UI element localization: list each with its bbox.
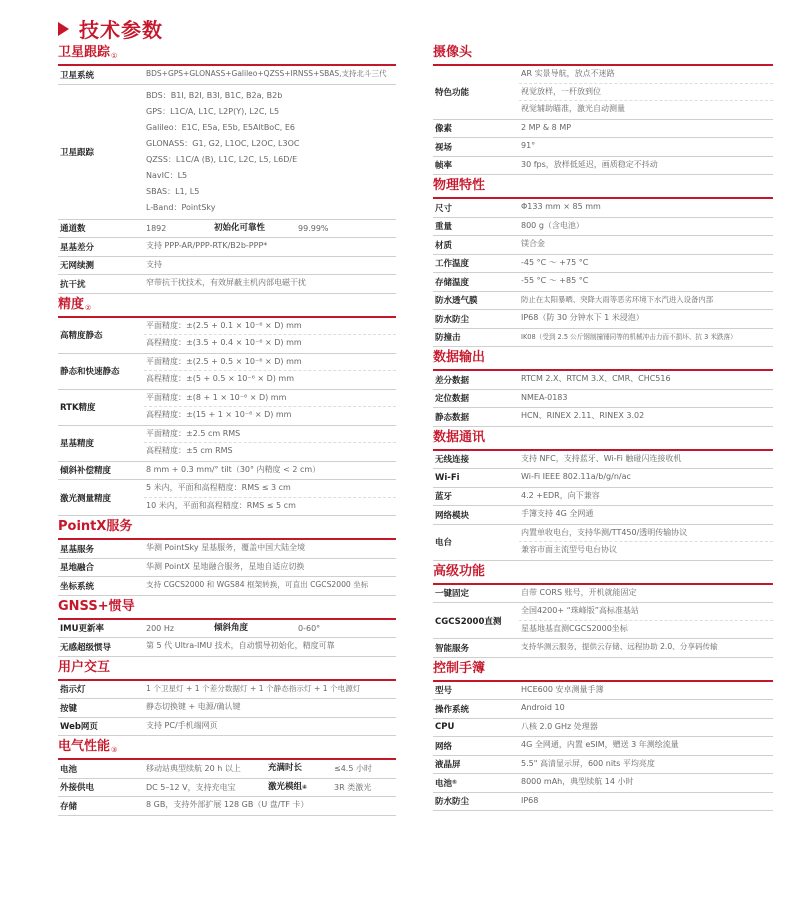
spec-value: Φ133 mm × 85 mm (521, 202, 601, 211)
spec-row (433, 310, 773, 329)
spec-label: 存储 (60, 801, 78, 812)
spec-value: 平面精度：±(8 + 1 × 10⁻⁶ × D) mm (144, 390, 396, 408)
spec-value: NMEA-0183 (521, 392, 568, 402)
spec-label: 无线连接 (435, 455, 470, 466)
spec-label: 指示灯 (60, 685, 86, 696)
spec-label: 通道数 (60, 224, 86, 235)
spec-label: 星基差分 (60, 242, 95, 253)
spec-label: Web网页 (60, 722, 98, 733)
spec-row (433, 488, 773, 507)
spec-label: 网络模块 (435, 510, 470, 521)
spec-value: 支持 NFC，支持蓝牙、Wi-Fi 触碰闪连接收机 (521, 453, 682, 463)
section-data-output (433, 350, 773, 427)
spec-label: 星基精度 (60, 439, 95, 449)
spec-value: 5 米内，平面和高程精度：RMS ≤ 3 cm (144, 480, 396, 498)
spec-value: IP68 (521, 795, 539, 805)
section-title (433, 564, 773, 585)
section-electrical (58, 739, 396, 816)
spec-label: 网络 (435, 741, 453, 752)
spec-label: 重量 (435, 222, 453, 233)
spec-label: 特色功能 (435, 88, 470, 99)
spec-label: 无网续测 (60, 261, 95, 272)
spec-row (433, 199, 773, 218)
spec-value: 5.5" 高清显示屏，600 nits 平均亮度 (521, 758, 655, 768)
footnote-mark: ④ (302, 783, 308, 791)
spec-row (433, 719, 773, 738)
spec-value: 星基地基直测CGCS2000坐标 (521, 623, 628, 633)
spec-value: 高程精度：±(15 + 1 × 10⁻⁶ × D) mm (146, 410, 292, 419)
spec-label: 防水防尘 (435, 797, 470, 808)
section-communication (433, 430, 773, 561)
spec-label: 电台 (435, 538, 453, 548)
section-title-text: 摄像头 (433, 45, 473, 60)
spec-row (433, 273, 773, 292)
spec-label: 初始化可靠性 (214, 222, 266, 233)
spec-value: 兼容市面主流型号电台协议 (521, 545, 617, 554)
section-title-text: 电气性能 (58, 739, 111, 754)
spec-label: 防水防尘 (435, 314, 470, 325)
spec-value: HCE600 安卓测量手簿 (521, 684, 604, 694)
spec-row (58, 559, 396, 578)
spec-value: 0-60° (298, 623, 321, 633)
section-title-text: 精度 (58, 296, 85, 312)
spec-row (433, 138, 773, 157)
spec-value: SBAS：L1, L5 (146, 186, 200, 196)
spec-row (58, 620, 396, 639)
spec-label: 防水透气膜 (435, 296, 478, 307)
spec-value: 99.99% (298, 223, 329, 233)
spec-label: 电池 (60, 764, 78, 775)
spec-value: 平面精度：±(2.5 + 0.5 × 10⁻⁶ × D) mm (144, 354, 396, 372)
spec-value: -55 °C ～ +85 °C (521, 276, 589, 285)
spec-label: 无感超级惯导 (60, 642, 112, 653)
spec-value: 窄带抗干扰技术，有效屏蔽主机内部电磁干扰 (146, 278, 306, 287)
spec-value: 平面精度：±(2.5 + 0.1 × 10⁻⁶ × D) mm (144, 318, 396, 336)
spec-row (433, 700, 773, 719)
spec-label: 激光模组 (268, 781, 303, 792)
spec-value: 8000 mAh，典型续航 14 小时 (521, 777, 634, 786)
left-column (58, 45, 396, 819)
spec-value: 3R 类激光 (334, 782, 372, 792)
spec-label: 抗干扰 (60, 279, 86, 290)
spec-label: 静态和快速静态 (60, 367, 120, 377)
spec-value: 静态切换键 + 电源/确认键 (146, 702, 241, 711)
section-title (433, 45, 773, 66)
spec-label: 智能服务 (435, 643, 470, 654)
spec-value: 内置单收电台，支持华测/TT450/透明传输协议 (519, 525, 773, 543)
spec-row (433, 408, 773, 427)
footnote-mark: ② (85, 303, 92, 312)
triangle-arrow-icon (58, 22, 69, 36)
spec-value: 8 mm + 0.3 mm/° tilt（30° 内精度 < 2 cm） (146, 464, 321, 474)
spec-row (58, 699, 396, 718)
page-title: 技术参数 (79, 18, 163, 42)
spec-label: IMU更新率 (60, 624, 105, 635)
section-title (433, 430, 773, 451)
spec-value: Wi-Fi IEEE 802.11a/b/g/n/ac (521, 472, 631, 481)
spec-row (433, 737, 773, 756)
spec-value: IK08（受到 2.5 公斤钢制撞锤同等的机械冲击力而不损坏、抗 3 米跌落） (521, 332, 737, 341)
spec-value: 全国4200+ “珠峰版”高标准基站 (519, 603, 773, 621)
spec-label: 按键 (60, 703, 78, 714)
spec-value: 支持 (146, 259, 162, 269)
spec-value: 4G 全网通，内置 eSIM，赠送 3 年测绘流量 (521, 740, 679, 749)
spec-row (58, 390, 396, 426)
spec-label: 卫星跟踪 (60, 147, 95, 158)
spec-row (58, 426, 396, 462)
section-title-text: 卫星跟踪 (58, 45, 111, 60)
spec-row (58, 257, 396, 276)
spec-row (433, 218, 773, 237)
spec-row (58, 681, 396, 700)
spec-value: 防止在太阳暴晒、突降大雨等恶劣环境下水汽进入设备内部 (521, 294, 714, 304)
spec-row (58, 220, 396, 239)
spec-value: 1892 (146, 223, 167, 233)
spec-value: L-Band：PointSky (146, 202, 216, 212)
section-title (58, 660, 396, 681)
spec-value: 支持华测云服务，提供云存储、远程协助 2.0、分享码传输 (521, 642, 718, 651)
spec-row (58, 718, 396, 737)
spec-row (433, 525, 773, 561)
spec-value: BDS+GPS+GLONASS+Galileo+QZSS+IRNSS+SBAS,支持北斗三代 (146, 69, 387, 78)
section-title-text: GNSS+惯导 (58, 598, 135, 614)
spec-row (433, 292, 773, 311)
footnote-mark: ③ (111, 746, 118, 754)
section-title (433, 178, 773, 199)
spec-row (433, 120, 773, 139)
spec-label: 倾斜角度 (214, 622, 249, 633)
spec-label: CPU (435, 722, 455, 733)
spec-value: 八核 2.0 GHz 处理器 (521, 721, 598, 731)
spec-label: 星基服务 (60, 544, 95, 555)
section-title-text: 物理特性 (433, 178, 486, 193)
spec-row (433, 469, 773, 488)
section-satellite (58, 45, 396, 294)
spec-row (433, 329, 773, 348)
spec-label: RTK精度 (60, 403, 96, 413)
spec-label: 坐标系统 (60, 581, 95, 592)
spec-row (433, 774, 773, 793)
spec-label: 蓝牙 (435, 492, 453, 503)
spec-row (433, 255, 773, 274)
spec-row (58, 85, 396, 220)
spec-value: 华测 PointX 星地融合服务，星地自适应切换 (146, 561, 305, 571)
spec-label: 型号 (435, 686, 453, 697)
spec-row (58, 462, 396, 481)
section-title (433, 350, 773, 371)
spec-value: 镁合金 (521, 239, 545, 248)
spec-value: 视觉放样，一杆放到位 (519, 84, 773, 102)
spec-label: 像素 (435, 124, 453, 135)
spec-value: 800 g（含电池） (521, 220, 584, 230)
spec-value: HCN、RINEX 2.11、RINEX 3.02 (521, 411, 645, 420)
spec-label: 高精度静态 (60, 331, 103, 341)
spec-value: ≤4.5 小时 (334, 764, 372, 773)
section-title-text: PointX服务 (58, 519, 133, 534)
spec-label: Wi-Fi (435, 472, 460, 483)
section-title (433, 661, 773, 682)
spec-label: 倾斜补偿精度 (60, 466, 112, 477)
spec-value: DC 5–12 V，支持充电宝 (146, 782, 236, 792)
spec-row (58, 238, 396, 257)
spec-value: 高程精度：±(3.5 + 0.4 × 10⁻⁶ × D) mm (146, 338, 302, 347)
spec-row (58, 480, 396, 516)
spec-value: BDS：B1I, B2I, B3I, B1C, B2a, B2b (146, 90, 283, 100)
section-physical (433, 178, 773, 347)
spec-label: 卫星系统 (60, 70, 95, 81)
spec-value: AR 实景导航，放点不迷路 (519, 66, 773, 84)
spec-row (58, 318, 396, 354)
section-gnss (58, 599, 396, 657)
page-header (58, 14, 163, 43)
section-accuracy (58, 297, 396, 517)
section-title-text: 高级功能 (433, 563, 486, 579)
section-title (58, 599, 396, 620)
right-column (433, 45, 773, 814)
spec-row (433, 585, 773, 604)
spec-row (433, 236, 773, 255)
spec-row (58, 779, 396, 798)
spec-label: 帧率 (435, 161, 453, 172)
spec-label: CGCS2000直测 (435, 616, 502, 627)
section-controller (433, 661, 773, 812)
spec-value: -45 °C ～ +75 °C (521, 257, 589, 267)
spec-label: 材质 (435, 240, 453, 251)
spec-row (433, 506, 773, 525)
spec-label: 外接供电 (60, 783, 95, 794)
section-title-text: 数据输出 (433, 350, 486, 365)
section-pointx (58, 519, 396, 596)
spec-value: Android 10 (521, 703, 565, 712)
spec-label: 视场 (435, 142, 453, 153)
spec-row (433, 793, 773, 812)
spec-label: 电池 (435, 778, 453, 789)
spec-row (433, 157, 773, 176)
spec-label: 存储温度 (435, 277, 470, 288)
section-advanced (433, 564, 773, 658)
section-user-interaction (58, 660, 396, 737)
footnote-mark: ① (111, 52, 118, 60)
spec-value: 8 GB，支持外部扩展 128 GB（U 盘/TF 卡） (146, 800, 309, 809)
spec-value: 高程精度：±5 cm RMS (146, 446, 233, 455)
spec-value: 平面精度：±2.5 cm RMS (144, 426, 396, 444)
spec-row (433, 451, 773, 470)
spec-label: 差分数据 (435, 375, 470, 386)
spec-label: 工作温度 (435, 259, 470, 270)
spec-value: 支持 PPP-AR/PPP-RTK/B2b-PPP* (146, 241, 268, 250)
spec-label: 防撞击 (435, 333, 461, 344)
spec-value: 10 米内，平面和高程精度：RMS ≤ 5 cm (146, 500, 296, 510)
spec-value: QZSS：L1C/A (B), L1C, L2C, L5, L6D/E (146, 154, 298, 164)
spec-value: NavIC：L5 (146, 170, 188, 180)
spec-row (58, 760, 396, 779)
spec-value: 自带 CORS 账号，开机就能固定 (521, 587, 637, 597)
section-camera (433, 45, 773, 175)
spec-row (433, 66, 773, 120)
spec-row (433, 603, 773, 639)
spec-row (433, 682, 773, 701)
section-title-text: 数据通讯 (433, 429, 486, 445)
spec-row (58, 66, 396, 85)
spec-label: 操作系统 (435, 704, 470, 715)
spec-value: 200 Hz (146, 623, 175, 633)
section-title (58, 519, 396, 540)
section-title (58, 739, 396, 760)
section-title (58, 45, 396, 66)
spec-value: 91° (521, 141, 536, 150)
spec-value: Galileo：E1C, E5a, E5b, E5AltBoC, E6 (146, 122, 296, 132)
spec-label: 一键固定 (435, 589, 470, 600)
spec-value: 视觉辅助瞄准，激光自动测量 (521, 104, 625, 113)
spec-value: 4.2 +EDR，向下兼容 (521, 490, 600, 500)
spec-value: 30 fps，放样低延迟，画质稳定不抖动 (521, 159, 658, 169)
spec-value: 华测 PointSky 星基服务，覆盖中国大陆全境 (146, 543, 306, 552)
spec-label: 液晶屏 (435, 760, 461, 771)
spec-label: 激光测量精度 (60, 493, 112, 504)
section-title (58, 297, 396, 318)
spec-value: 1 个卫星灯 + 1 个差分数据灯 + 1 个静态指示灯 + 1 个电源灯 (146, 683, 361, 693)
spec-row (433, 639, 773, 658)
spec-row (58, 797, 396, 816)
spec-label: 尺寸 (435, 203, 453, 214)
spec-label: 静态数据 (435, 412, 470, 423)
spec-value: 高程精度：±(5 + 0.5 × 10⁻⁶ × D) mm (146, 374, 295, 383)
spec-row (58, 577, 396, 596)
spec-row (58, 354, 396, 390)
spec-row (58, 638, 396, 657)
spec-row (433, 371, 773, 390)
spec-value: GPS：L1C/A, L1C, L2P(Y), L2C, L5 (146, 106, 280, 116)
spec-label: 星地融合 (60, 563, 95, 574)
spec-value: GLONASS：G1, G2, L1OC, L2OC, L3OC (146, 138, 300, 148)
spec-row (58, 540, 396, 559)
spec-label: 定位数据 (435, 394, 470, 405)
section-title-text: 用户交互 (58, 659, 111, 675)
spec-row (433, 756, 773, 775)
spec-value: 支持 PC/手机端网页 (146, 720, 218, 730)
spec-row (433, 390, 773, 409)
spec-value: IP68（防 30 分钟水下 1 米浸泡） (521, 313, 644, 322)
spec-value: RTCM 2.X、RTCM 3.X、CMR、CHC516 (521, 374, 671, 383)
spec-value: 手簿支持 4G 全网通 (521, 509, 594, 518)
spec-value: 2 MP & 8 MP (521, 122, 572, 132)
spec-value: 移动站典型续航 20 h 以上 (146, 764, 241, 773)
spec-value: 支持 CGCS2000 和 WGS84 框架转换，可直出 CGCS2000 坐标 (146, 580, 369, 589)
spec-value: 第 5 代 Ultra-IMU 技术，自动惯导初始化，精度可靠 (146, 641, 335, 650)
spec-row (58, 275, 396, 294)
footnote-mark: ⑤ (452, 779, 458, 787)
spec-label: 充满时长 (268, 763, 303, 773)
section-title-text: 控制手簿 (433, 660, 486, 676)
